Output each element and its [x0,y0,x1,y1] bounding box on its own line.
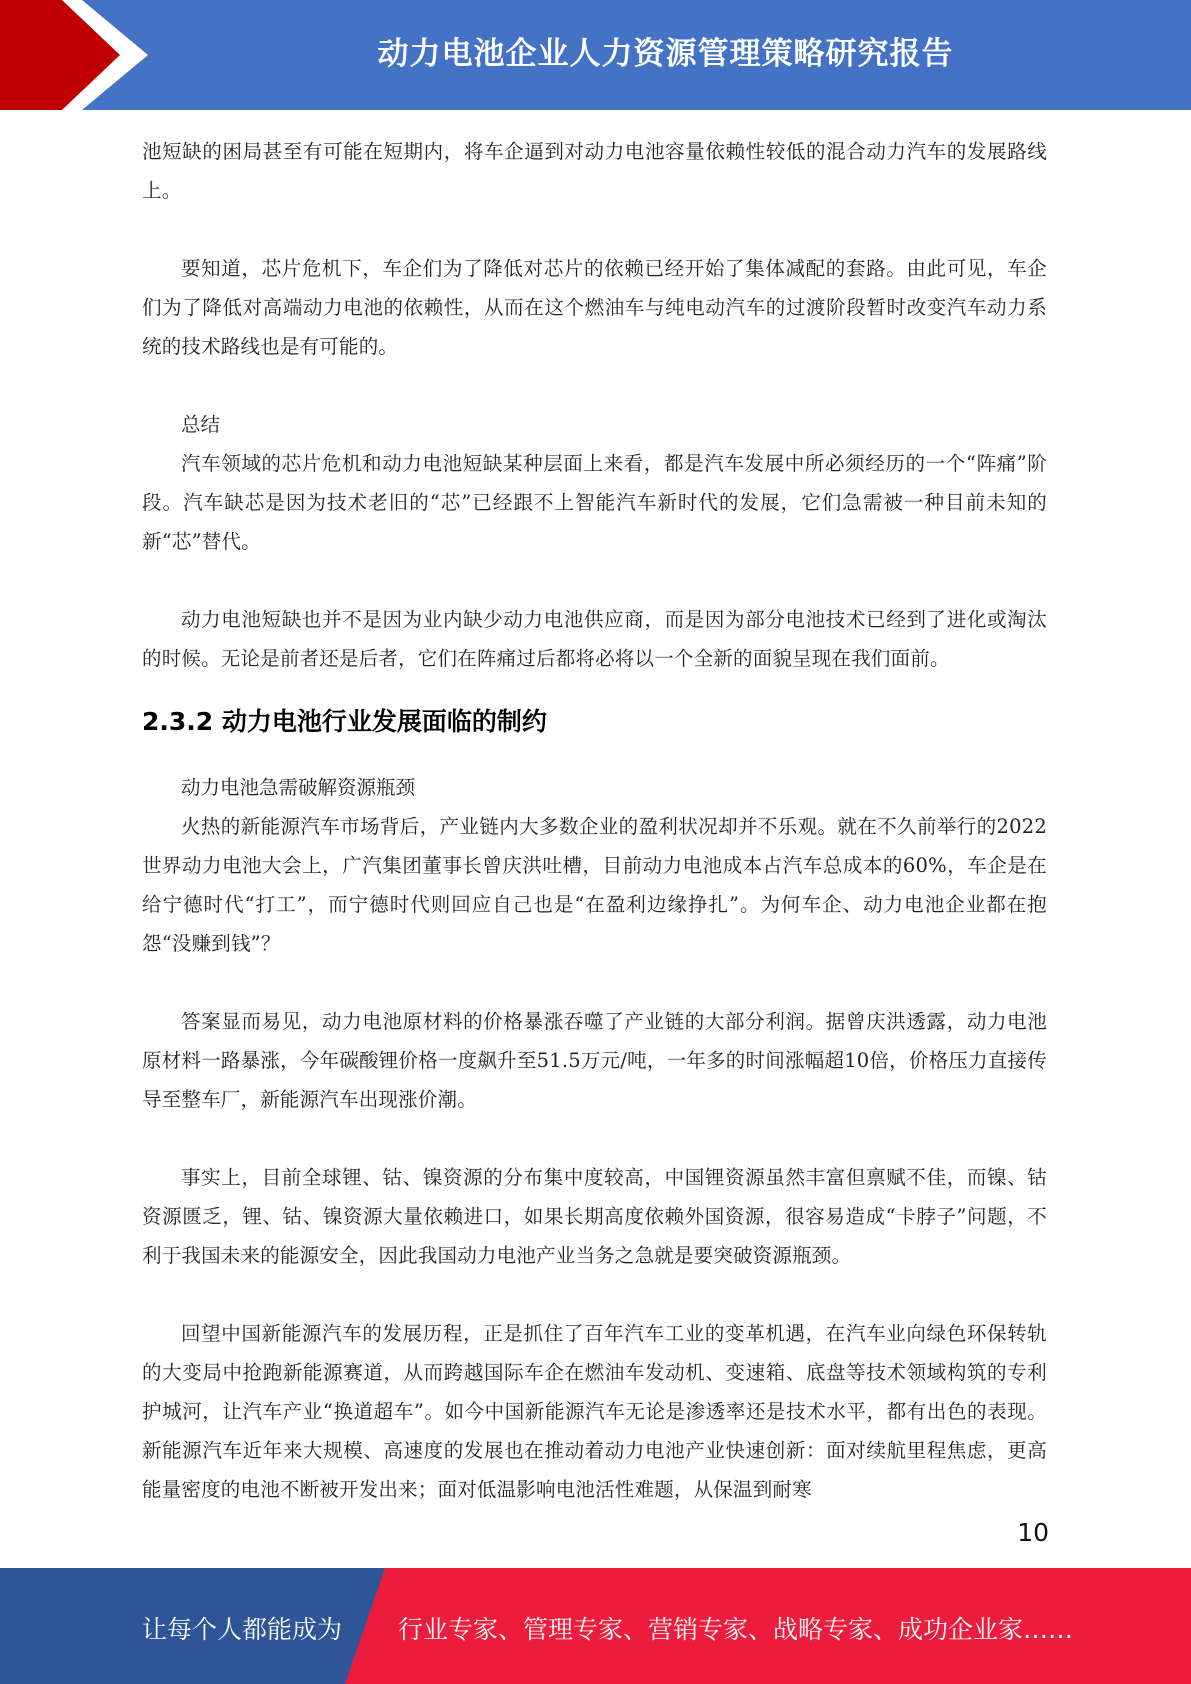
sub-heading: 动力电池急需破解资源瓶颈 [181,776,416,799]
page-footer [0,1568,1191,1684]
paragraph: 火热的新能源汽车市场背后，产业链内大多数企业的盈利状况却并不乐观。就在不久前举行的2022世界动力电池大会上，广汽集团董事长曾庆洪吐槽，目前动力电池成本占汽车总成本的60%，车企是在给宁德时代“打工”，而宁德时代则回应自己也是“在盈利边缘挣扎”。为何车企、动力电池企业都在抱怨“没赚到钱”？ [142,815,1047,955]
paragraph: 答案显而易见，动力电池原材料的价格暴涨吞噬了产业链的大部分利润。据曾庆洪透露，动力电池原材料一路暴涨，今年碳酸锂价格一度飙升至51.5万元/吨，一年多的时间涨幅超10倍，价格压力直接传导至整车厂，新能源汽车出现涨价潮。 [142,1010,1047,1111]
paragraph: 池短缺的困局甚至有可能在短期内，将车企逼到对动力电池容量依赖性较低的混合动力汽车的发展路线上。 [142,140,1047,202]
section-title: 2.3.2 动力电池行业发展面临的制约 [142,707,547,736]
footer-slogan-left: 让每个人都能成为 [142,1615,343,1644]
paragraph: 动力电池短缺也并不是因为业内缺少动力电池供应商，而是因为部分电池技术已经到了进化或淘汰的时候。无论是前者还是后者，它们在阵痛过后都将必将以一个全新的面貌呈现在我们面前。 [142,608,1047,670]
page-number: 10 [1017,1518,1049,1547]
paragraph: 要知道，芯片危机下，车企们为了降低对芯片的依赖已经开始了集体减配的套路。由此可见，车企们为了降低对高端动力电池的依赖性，从而在这个燃油车与纯电动汽车的过渡阶段暂时改变汽车动力系统的技术路线也是有可能的。 [142,257,1047,358]
document-body [142,132,1047,1509]
summary-heading: 总结 [181,413,221,436]
paragraph: 回望中国新能源汽车的发展历程，正是抓住了百年汽车工业的变革机遇，在汽车业向绿色环保转轨的大变局中抢跑新能源赛道，从而跨越国际车企在燃油车发动机、变速箱、底盘等技术领域构筑的专利护城河，让汽车产业“换道超车”。如今中国新能源汽车无论是渗透率还是技术水平，都有出色的表现。新能源汽车近年来大规模、高速度的发展也在推动着动力电池产业快速创新：面对续航里程焦虑，更高能量密度的电池不断被开发出来；面对低温影响电池活性难题，从保温到耐寒 [142,1322,1047,1501]
header-title: 动力电池企业人力资源管理策略研究报告 [377,36,954,72]
footer-slogan-right: 行业专家、管理专家、营销专家、战略专家、成功企业家…… [398,1615,1074,1644]
page-header [0,0,1191,110]
paragraph: 汽车领域的芯片危机和动力电池短缺某种层面上来看，都是汽车发展中所必须经历的一个“阵痛”阶段。汽车缺芯是因为技术老旧的“芯”已经跟不上智能汽车新时代的发展，它们急需被一种目前未知的新“芯”替代。 [142,452,1047,553]
paragraph: 事实上，目前全球锂、钴、镍资源的分布集中度较高，中国锂资源虽然丰富但禀赋不佳，而镍、钴资源匮乏，锂、钴、镍资源大量依赖进口，如果长期高度依赖外国资源，很容易造成“卡脖子”问题，不利于我国未来的能源安全，因此我国动力电池产业当务之急就是要突破资源瓶颈。 [142,1166,1047,1267]
